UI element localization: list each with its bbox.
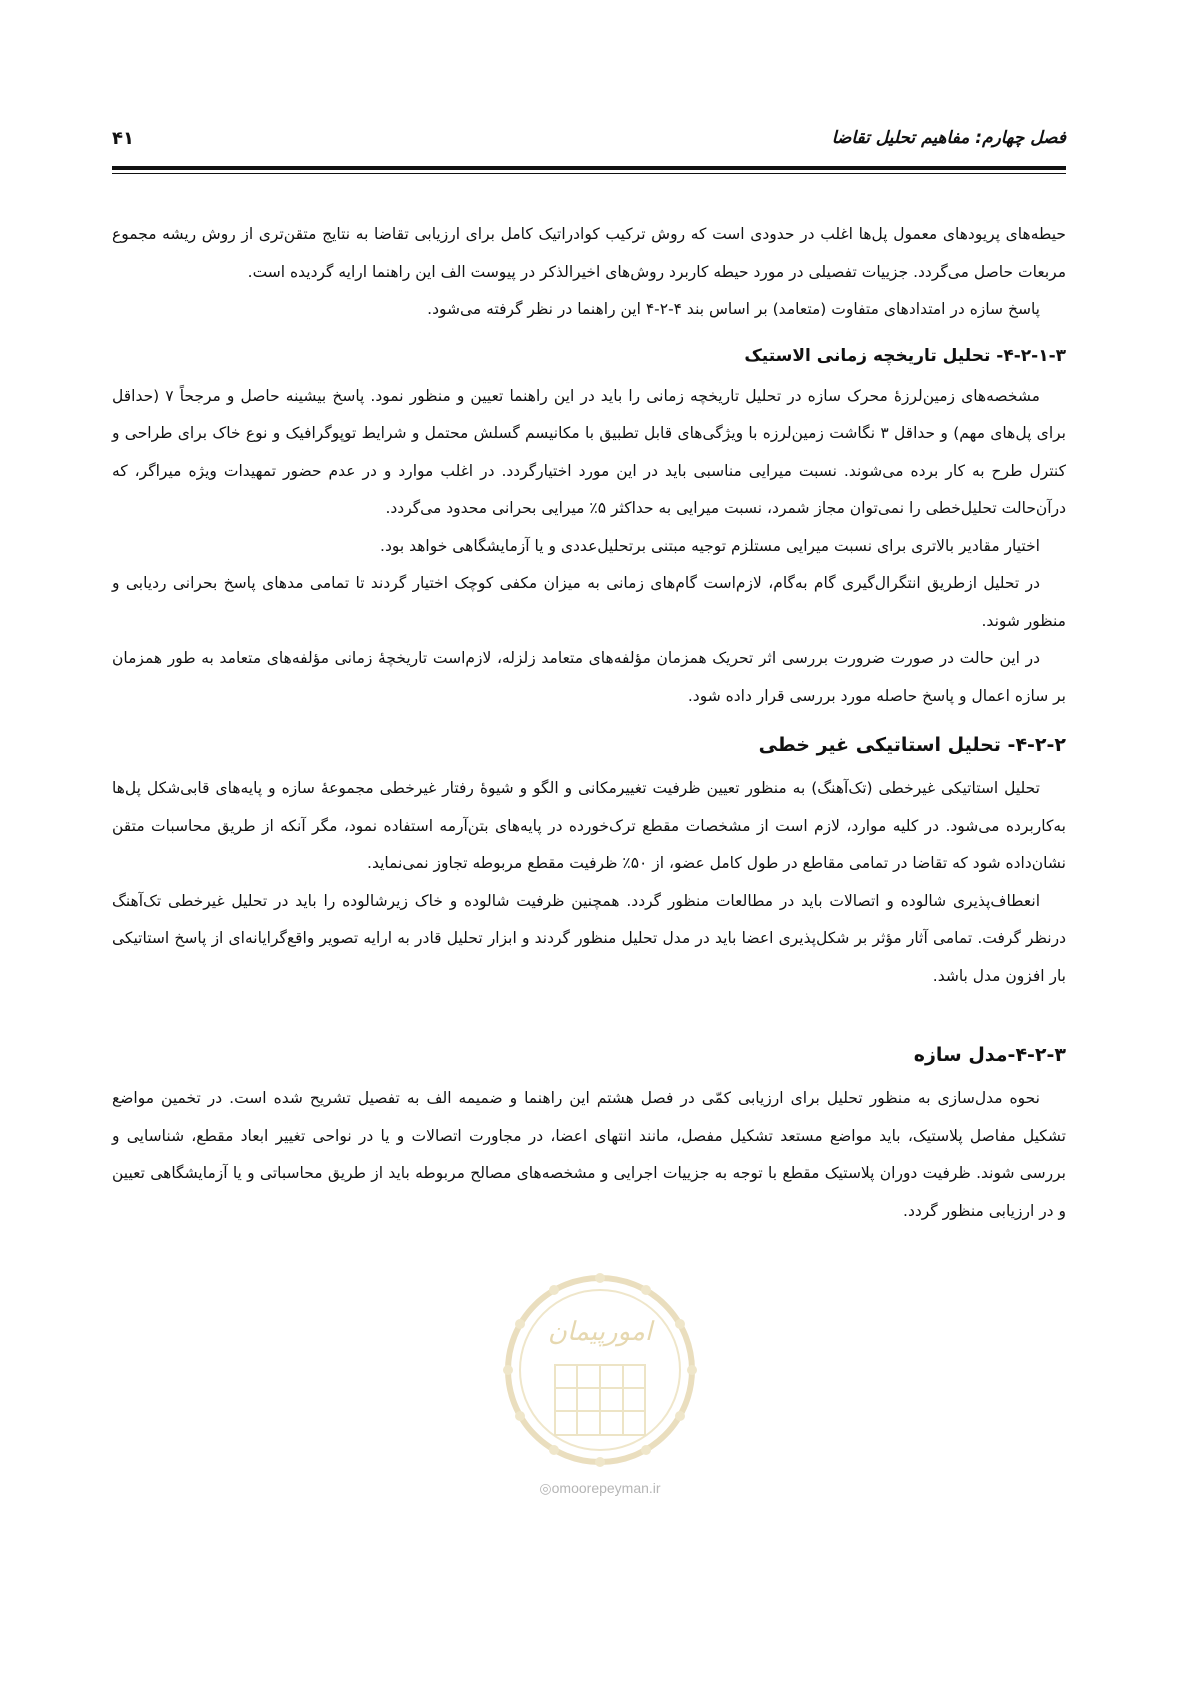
section-heading-nonlinear-static: ۴-۲-۲- تحلیل استاتیکی غیر خطی	[758, 734, 1066, 756]
page-header	[112, 128, 1066, 158]
paragraph-4: اختیار مقادیر بالاتری برای نسبت میرایی مستلزم توجیه مبتنی برتحلیل‌عددی و یا آزمایشگاهی خواهد بود.	[380, 536, 1040, 555]
watermark-logo-text: امورپیمان	[547, 1317, 653, 1347]
paragraph-3: مشخصه‌های زمین‌لرزهٔ محرک سازه در تحلیل تاریخچه زمانی را باید در این راهنما تعیین و منظور نمود. پاسخ بیشینه حاصل و مرجحاً ۷ (حداقل برای پل‌های مهم) و حداقل ۳ نگاشت زمین‌لرزه با ویژگی‌های قابل تطبیق با مکانیسم گسلش محتمل و شرایط توپوگرافیک و نوع خاک برای طراحی و کنترل طرح به کار برده می‌شوند. نسبت میرایی مناسبی باید در این مورد اختیارگردد. در اغلب موارد و در عدم حضور تمهیدات ویژه میراگر، که درآن‌حالت تحلیل‌خطی را نمی‌توان مجاز شمرد، نسبت میرایی به حداکثر ۵٪ میرایی بحرانی محدود می‌گردد.	[112, 386, 1066, 517]
header-rule-thick	[112, 166, 1066, 170]
page-number: ۴۱	[112, 128, 134, 149]
section-heading-structural-model: ۴-۲-۳-مدل سازه	[913, 1044, 1066, 1066]
watermark	[495, 1270, 705, 1500]
header-rule-thin	[112, 173, 1066, 174]
paragraph-5: در تحلیل ازطریق انتگرال‌گیری گام به‌گام، لازم‌است گام‌های زمانی به میزان مکفی کوچک اختیار گردند تا تمامی مدهای پاسخ بحرانی ردیابی و منظور شوند.	[112, 574, 1066, 630]
watermark-site	[495, 1480, 705, 1497]
paragraph-1: حیطه‌های پریودهای معمول پل‌ها اغلب در حدودی است که روش ترکیب کوادراتیک کامل برای ارزیابی تقاضا به نتایج متقن‌تری از روش ریشه مجموع مربعات حاصل می‌گردد. جزییات تفصیلی در مورد حیطه کاربرد روش‌های اخیرالذکر در پیوست الف این راهنما ارایه گردیده است.	[112, 225, 1066, 281]
page-content	[112, 216, 1066, 1230]
chapter-title: فصل چهارم: مفاهیم تحلیل تقاضا	[831, 128, 1066, 148]
section-heading-elastic-time-history: ۴-۲-۱-۳- تحلیل تاریخچه زمانی الاستیک	[744, 345, 1066, 366]
paragraph-7: تحلیل استاتیکی غیرخطی (تک‌آهنگ) به منظور تعیین ظرفیت تغییرمکانی و الگو و شیوهٔ رفتار غیرخطی مجموعهٔ سازه و پایه‌های قابی‌شکل پل‌ها به‌کاربرده می‌شود. در کلیه موارد، لازم است از مشخصات مقطع ترک‌خورده در پایه‌های بتن‌آرمه استفاده نمود، مگر آنکه از طریق محاسبات متقن نشان‌داده شود که تقاضا در تمامی مقاطع در طول کامل عضو، از ۵۰٪ ظرفیت مقطع مربوطه تجاوز نمی‌نماید.	[112, 779, 1066, 872]
paragraph-6: در این حالت در صورت ضرورت بررسی اثر تحریک همزمان مؤلفه‌های متعامد زلزله، لازم‌است تاریخچهٔ زمانی مؤلفه‌های متعامد به طور همزمان بر سازه اعمال و پاسخ حاصله مورد بررسی قرار داده شود.	[112, 649, 1066, 705]
paragraph-2: پاسخ سازه در امتدادهای متفاوت (متعامد) بر اساس بند ۴-۲-۴ این راهنما در نظر گرفته می‌شود.	[427, 300, 1040, 318]
paragraph-9: نحوه مدل‌سازی به منظور تحلیل برای ارزیابی کمّی در فصل هشتم این راهنما و ضمیمه الف به تفصیل تشریح شده است. در تخمین مواضع تشکیل مفاصل پلاستیک، باید مواضع مستعد تشکیل مفصل، مانند انتهای اعضا، در مجاورت اتصالات و یا در نواحی تغییر ابعاد مقطع، شناسایی و بررسی شوند. ظرفیت دوران پلاستیک مقطع با توجه به جزییات اجرایی و مشخصه‌های مصالح مربوطه باید از طریق محاسباتی و یا آزمایشگاهی تعیین و در ارزیابی منظور گردد.	[112, 1089, 1066, 1220]
watermark-circle-icon: ◎	[539, 1480, 552, 1496]
watermark-site-text: omoorepeyman.ir	[551, 1480, 661, 1496]
paragraph-8: انعطاف‌پذیری شالوده و اتصالات باید در مطالعات منظور گردد. همچنین ظرفیت شالوده و خاک زیرشالوده را باید در تحلیل غیرخطی تک‌آهنگ درنظر گرفت. تمامی آثار مؤثر بر شکل‌پذیری اعضا باید در مدل تحلیل منظور گردند و ابزار تحلیل قادر به ارایه تصویر واقع‌گرایانه‌ای از پاسخ استاتیکی بار افزون مدل باشد.	[112, 891, 1066, 985]
watermark-logo-icon	[495, 1270, 705, 1475]
